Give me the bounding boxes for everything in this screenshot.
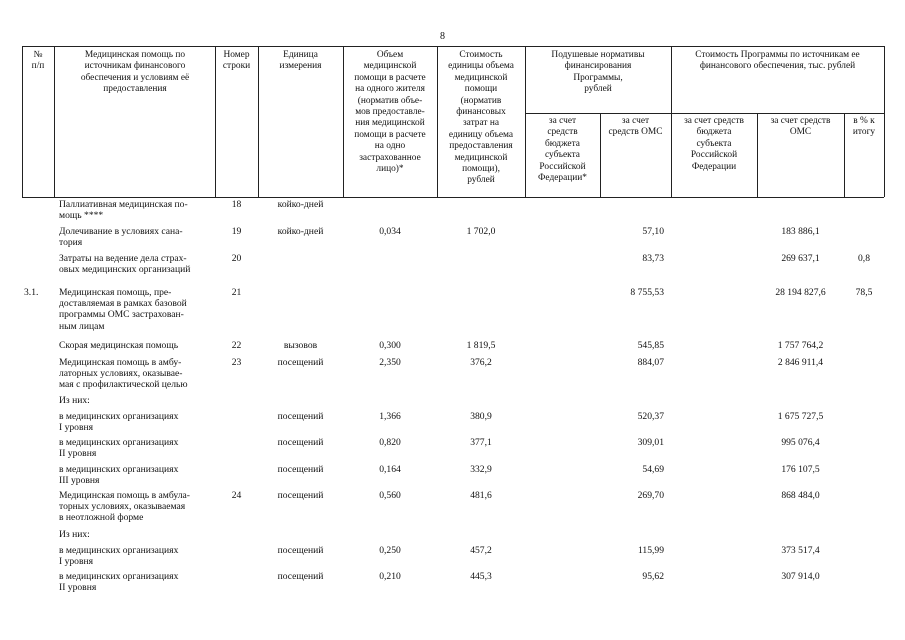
row-program-oms: 995 076,4: [781, 437, 820, 448]
row-description: в медицинских организациях I уровня: [59, 545, 179, 568]
row-line-number: 24: [231, 490, 242, 501]
row-line-number: 19: [231, 226, 242, 237]
row-program-oms: 1 675 727,5: [777, 411, 824, 422]
row-unit: посещений: [277, 411, 324, 422]
header-top-border: [22, 46, 884, 47]
row-program-oms: 1 757 764,2: [777, 340, 824, 351]
row-program-oms: 373 517,4: [781, 545, 820, 556]
row-per-capita-oms: 545,85: [637, 340, 664, 351]
row-program-oms: 176 107,5: [781, 464, 820, 475]
row-description: в медицинских организациях I уровня: [59, 411, 179, 434]
row-unit-cost: 332,9: [470, 464, 492, 475]
row-volume: 0,164: [379, 464, 401, 475]
row-program-oms: 307 914,0: [781, 571, 820, 582]
header-col-row: Номер строки: [222, 50, 251, 72]
row-unit: койко-дней: [277, 226, 324, 237]
row-volume: 0,250: [379, 545, 401, 556]
row-volume: 1,366: [379, 411, 401, 422]
row-unit: посещений: [277, 437, 324, 448]
row-per-capita-oms: 95,62: [642, 571, 664, 582]
row-per-capita-oms: 115,99: [637, 545, 664, 556]
row-program-oms: 28 194 827,6: [775, 287, 826, 298]
row-unit-cost: 376,2: [470, 357, 492, 368]
header-col-volume: Объем медицинской помощи в расчете на одного жителя (норматив объе- мов предоставле- ния медицинской помощи в расчете на одно застрахованное лицо)*: [354, 50, 426, 175]
row-volume: 2,350: [379, 357, 401, 368]
header-col-unit: Единица измерения: [279, 50, 322, 72]
row-description: Медицинская помощь в амбу- латорных условиях, оказывае- мая с профилактической целью: [59, 357, 188, 391]
header-sub-prog-budget: за счет средств бюджета субъекта Российской Федерации: [684, 116, 744, 172]
row-unit: посещений: [277, 357, 324, 368]
row-description: в медицинских организациях II уровня: [59, 571, 179, 594]
row-volume: 0,300: [379, 340, 401, 351]
row-line-number: 23: [231, 357, 242, 368]
row-unit: посещений: [277, 545, 324, 556]
row-unit-cost: 481,6: [470, 490, 492, 501]
row-program-oms: 2 846 911,4: [777, 357, 824, 368]
header-col-border: [54, 46, 55, 197]
header-sub-pc-oms: за счет средств ОМС: [608, 116, 663, 138]
row-unit-cost: 1 819,5: [466, 340, 496, 351]
row-volume: 0,210: [379, 571, 401, 582]
header-sub-pc-budget: за счет средств бюджета субъекта Российской Федерации*: [538, 116, 587, 184]
header-col-cost: Стоимость единицы объема медицинской помощи (норматив финансовых затрат на единицу объема предоставления медицинской помощи), рублей: [448, 50, 514, 186]
header-col-number: № п/п: [31, 50, 45, 72]
row-description: Скорая медицинская помощь: [59, 340, 179, 351]
row-description: Медицинская помощь, пре- доставляемая в рамках базовой программы ОМС застрахован- ным лицам: [59, 287, 187, 332]
row-description: Долечивание в условиях сана- тория: [59, 226, 183, 249]
row-unit: посещений: [277, 490, 324, 501]
row-per-capita-oms: 884,07: [637, 357, 664, 368]
row-unit-cost: 1 702,0: [466, 226, 496, 237]
row-program-oms: 868 484,0: [781, 490, 820, 501]
row-description: в медицинских организациях II уровня: [59, 437, 179, 460]
row-per-capita-oms: 57,10: [642, 226, 664, 237]
row-line-number: 18: [231, 199, 242, 210]
header-group-per-capita: Подушевые нормативы финансирования Программы, рублей: [551, 50, 645, 95]
header-subgroup-border: [525, 113, 884, 114]
row-number-index: 3.1.: [24, 287, 39, 298]
row-unit-cost: 380,9: [470, 411, 492, 422]
row-per-capita-oms: 8 755,53: [630, 287, 664, 298]
row-per-capita-oms: 520,37: [637, 411, 664, 422]
row-program-oms: 269 637,1: [781, 253, 820, 264]
header-sub-prog-oms: за счет средств ОМС: [770, 116, 831, 138]
row-unit: вызовов: [283, 340, 318, 351]
row-unit-cost: 377,1: [470, 437, 492, 448]
row-unit: посещений: [277, 464, 324, 475]
row-description: Медицинская помощь в амбула- торных условиях, оказываемая в неотложной форме: [59, 490, 190, 524]
row-description: Из них:: [59, 395, 90, 406]
row-volume: 0,560: [379, 490, 401, 501]
row-program-oms: 183 886,1: [781, 226, 820, 237]
row-per-capita-oms: 83,73: [642, 253, 664, 264]
header-col-border: [884, 46, 885, 197]
row-per-capita-oms: 54,69: [642, 464, 664, 475]
row-unit: посещений: [277, 571, 324, 582]
row-description: Паллиативная медицинская по- мощь ****: [59, 199, 188, 222]
header-sub-prog-percent: в % к итогу: [852, 116, 876, 138]
row-unit: койко-дней: [277, 199, 324, 210]
row-volume: 0,034: [379, 226, 401, 237]
row-per-capita-oms: 269,70: [637, 490, 664, 501]
row-program-percent: 0,8: [858, 253, 870, 264]
page-number: 8: [440, 31, 445, 42]
row-line-number: 20: [231, 253, 242, 264]
header-group-program-cost: Стоимость Программы по источникам ее финансового обеспечения, тыс. рублей: [695, 50, 860, 72]
row-line-number: 21: [231, 287, 242, 298]
header-col-name: Медицинская помощь по источникам финансового обеспечения и условиям её предоставления: [80, 50, 190, 95]
row-unit-cost: 445,3: [470, 571, 492, 582]
row-program-percent: 78,5: [855, 287, 873, 298]
row-description: в медицинских организациях III уровня: [59, 464, 179, 487]
row-description: Из них:: [59, 529, 90, 540]
row-per-capita-oms: 309,01: [637, 437, 664, 448]
header-bottom-border: [22, 197, 884, 198]
row-unit-cost: 457,2: [470, 545, 492, 556]
row-line-number: 22: [231, 340, 242, 351]
row-volume: 0,820: [379, 437, 401, 448]
row-description: Затраты на ведение дела страх- овых медицинских организаций: [59, 253, 191, 276]
